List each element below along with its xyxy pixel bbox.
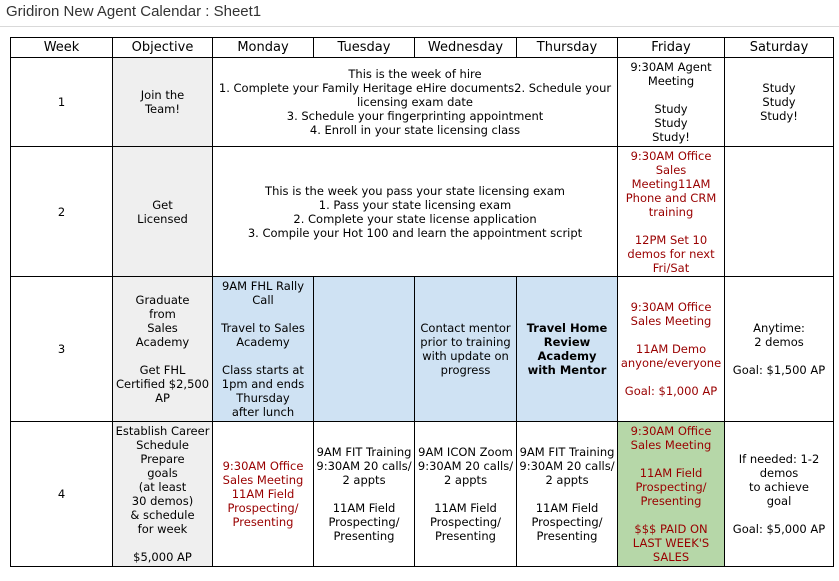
calendar-table [10, 37, 834, 567]
cell-line: Goal: $1,500 AP [732, 363, 826, 377]
cell-line: Sales Meeting [630, 438, 712, 452]
cell-line: Meeting11AM [631, 176, 711, 191]
cell-line: Prospecting/ [328, 515, 400, 529]
cell-line: Graduate [135, 293, 190, 307]
cell-line: Prepare [140, 452, 185, 466]
cell-line: Phone and CRM [625, 190, 717, 205]
cell-line: from [149, 307, 176, 321]
week-number-cell[interactable]: 4 [11, 422, 113, 567]
cell-line: This is the week of hire [348, 67, 482, 81]
monday-cell[interactable] [213, 277, 314, 422]
cell-line: If needed: 1-2 [738, 452, 820, 466]
wednesday-cell[interactable] [415, 277, 517, 422]
cell-line: 9:30AM 20 calls/ [417, 459, 514, 473]
header-wednesday[interactable]: Wednesday [415, 38, 517, 58]
friday-cell[interactable] [618, 422, 725, 567]
cell-line: 2 demos [754, 335, 804, 349]
cell-line: 2 appts [443, 473, 488, 487]
cell-line: Study! [760, 109, 798, 123]
header-tuesday[interactable]: Tuesday [314, 38, 415, 58]
cell-line: demos [759, 466, 799, 480]
objective-cell[interactable] [113, 422, 213, 567]
week-number-cell[interactable]: 2 [11, 147, 113, 277]
cell-line: 2. Complete your state license application [293, 211, 537, 226]
cell-line: with Mentor [527, 363, 607, 377]
cell-line: Meeting [647, 74, 695, 88]
objective-cell[interactable] [113, 277, 213, 422]
cell-line: Academy [236, 335, 290, 349]
cell-spacer [620, 88, 722, 102]
thursday-cell[interactable] [517, 277, 618, 422]
cell-line: Sales [655, 162, 687, 177]
cell-line: 9:30AM 20 calls/ [316, 459, 412, 473]
cell-line: Call [252, 293, 274, 307]
cell-line: Study [762, 81, 796, 95]
cell-line: 4. Enroll in your state licensing class [309, 123, 521, 137]
cell-line: AP [155, 391, 170, 405]
cell-line: 9:30AM Office [222, 459, 304, 473]
week-number-cell[interactable]: 3 [11, 277, 113, 422]
cell-line: $$$ PAID ON [634, 522, 708, 536]
cell-line: Travel Home [526, 321, 608, 335]
saturday-cell[interactable] [725, 277, 834, 422]
cell-spacer [215, 307, 311, 321]
cell-spacer [620, 508, 722, 522]
cell-line: to achieve [748, 480, 809, 494]
cell-line: with update on [422, 349, 509, 363]
cell-line: Sales Meeting [630, 314, 712, 328]
cell-line: 3. Schedule your fingerprinting appointment [286, 109, 544, 123]
table-row [11, 422, 834, 567]
header-friday[interactable]: Friday [618, 38, 725, 58]
cell-line: Contact mentor [420, 321, 511, 335]
table-row [11, 147, 834, 277]
week-plan-cell[interactable] [213, 58, 618, 147]
cell-line: 9AM FIT Training [316, 445, 412, 459]
cell-line: Get [152, 197, 173, 212]
cell-line: Join the [140, 88, 185, 102]
cell-line: Study [762, 95, 796, 109]
window-titlebar [0, 0, 839, 27]
cell-line: Goal: $5,000 AP [732, 522, 826, 536]
cell-line: Presenting [333, 529, 395, 543]
cell-line: Presenting [640, 494, 702, 508]
cell-line: Prospecting/ [429, 515, 502, 529]
cell-line: & schedule [130, 508, 195, 522]
cell-spacer [316, 487, 412, 501]
cell-line: 1. Pass your state licensing exam [318, 197, 512, 212]
cell-line: 9AM FIT Training [519, 445, 615, 459]
cell-line: 11AM Field [434, 501, 497, 515]
cell-line: (at least [138, 480, 187, 494]
header-thursday[interactable]: Thursday [517, 38, 618, 58]
cell-line: Study! [652, 130, 690, 144]
cell-line: 9:30AM Office [630, 300, 712, 314]
saturday-cell[interactable] [725, 422, 834, 567]
cell-line: Prospecting/ [227, 501, 299, 515]
cell-line: anyone/everyone [620, 356, 722, 370]
friday-cell[interactable] [618, 147, 725, 277]
cell-spacer [417, 487, 514, 501]
cell-line: Study [654, 102, 688, 116]
cell-line: Academy [537, 349, 597, 363]
cell-line: 9:30AM Office [630, 148, 712, 163]
cell-line: Fri/Sat [652, 260, 690, 275]
cell-line: Team! [144, 102, 180, 116]
cell-line: Presenting [435, 529, 496, 543]
window-title: Gridiron New Agent Calendar : Sheet1 [6, 3, 262, 20]
cell-line: 2 appts [342, 473, 386, 487]
cell-line: training [648, 204, 694, 219]
cell-spacer [215, 349, 311, 363]
cell-line: Sales Meeting [222, 473, 304, 487]
friday-cell[interactable] [618, 277, 725, 422]
cell-line: Anytime: [753, 321, 805, 335]
friday-cell[interactable] [618, 58, 725, 147]
cell-line: goal [766, 494, 792, 508]
cell-line: Establish Career [115, 424, 210, 438]
cell-line: Certified $2,500 [115, 377, 210, 391]
cell-spacer [620, 328, 722, 342]
cell-line: 1pm and ends [221, 377, 305, 391]
objective-cell[interactable] [113, 147, 213, 277]
cell-line: 11AM Field [639, 466, 703, 480]
cell-line: 9:30AM Office [630, 424, 712, 438]
header-saturday[interactable]: Saturday [725, 38, 834, 58]
week-number-cell[interactable]: 1 [11, 58, 113, 147]
cell-line: $5,000 AP [133, 550, 192, 564]
thursday-cell[interactable] [517, 422, 618, 567]
cell-line: Sales [147, 321, 178, 335]
cell-line: 3. Compile your Hot 100 and learn the appointment script [247, 225, 583, 240]
cell-line: LAST WEEK'S [632, 536, 710, 550]
cell-spacer [519, 487, 615, 501]
cell-line: after lunch [231, 405, 295, 419]
cell-line: Study [654, 116, 688, 130]
table-row [11, 277, 834, 422]
cell-line: 11AM Demo [635, 342, 707, 356]
header-objective[interactable]: Objective [113, 38, 213, 58]
cell-line: Presenting [232, 515, 294, 529]
cell-line: Thursday [236, 391, 290, 405]
cell-line: Class starts at [222, 363, 304, 377]
cell-line: Academy [135, 335, 190, 349]
cell-line: prior to training [420, 335, 511, 349]
cell-line: licensing exam date [356, 95, 474, 109]
header-week[interactable]: Week [11, 38, 113, 58]
cell-line: SALES [652, 550, 690, 564]
cell-line: Goal: $1,000 AP [624, 384, 718, 398]
cell-line: 11AM Field [535, 501, 599, 515]
cell-line: Review [543, 335, 591, 349]
cell-line: Presenting [536, 529, 598, 543]
tuesday-cell[interactable] [314, 422, 415, 567]
cell-line: 12PM Set 10 [634, 232, 708, 247]
cell-line: progress [440, 363, 491, 377]
cell-line: Prospecting/ [531, 515, 603, 529]
cell-line: 2 appts [545, 473, 589, 487]
cell-line: Get FHL [139, 363, 186, 377]
saturday-cell[interactable] [725, 58, 834, 147]
cell-line: Prospecting/ [635, 480, 707, 494]
objective-cell[interactable] [113, 58, 213, 147]
cell-line: Schedule [136, 438, 189, 452]
cell-line: 9AM FHL Rally [221, 279, 305, 293]
cell-spacer [727, 508, 831, 522]
cell-line: for week [137, 522, 188, 536]
cell-line: 9:30AM Agent [630, 60, 712, 74]
cell-line: goals [147, 466, 178, 480]
table-row [11, 58, 834, 147]
tuesday-cell[interactable] [314, 277, 415, 422]
cell-line: This is the week you pass your state licensing exam [265, 183, 565, 198]
cell-line: 30 demos) [131, 494, 194, 508]
cell-line: 9:30AM 20 calls/ [519, 459, 615, 473]
saturday-cell[interactable] [725, 147, 834, 277]
cell-line: 9AM ICON Zoom [418, 445, 513, 459]
wednesday-cell[interactable] [415, 422, 517, 567]
cell-line: demos for next [627, 246, 715, 261]
monday-cell[interactable] [213, 422, 314, 567]
cell-line: 11AM Field [332, 501, 396, 515]
header-monday[interactable]: Monday [213, 38, 314, 58]
header-row [11, 38, 834, 58]
cell-line: Travel to Sales [221, 321, 305, 335]
cell-spacer [115, 536, 210, 550]
cell-line: 1. Complete your Family Heritage eHire documents2. Schedule your [218, 81, 612, 95]
cell-spacer [620, 452, 722, 466]
cell-line: 11AM Field [231, 487, 295, 501]
cell-spacer [620, 370, 722, 384]
cell-spacer [115, 349, 210, 363]
cell-line: Licensed [137, 211, 188, 226]
week-plan-cell[interactable] [213, 147, 618, 277]
cell-spacer [727, 349, 831, 363]
cell-spacer [620, 219, 722, 233]
